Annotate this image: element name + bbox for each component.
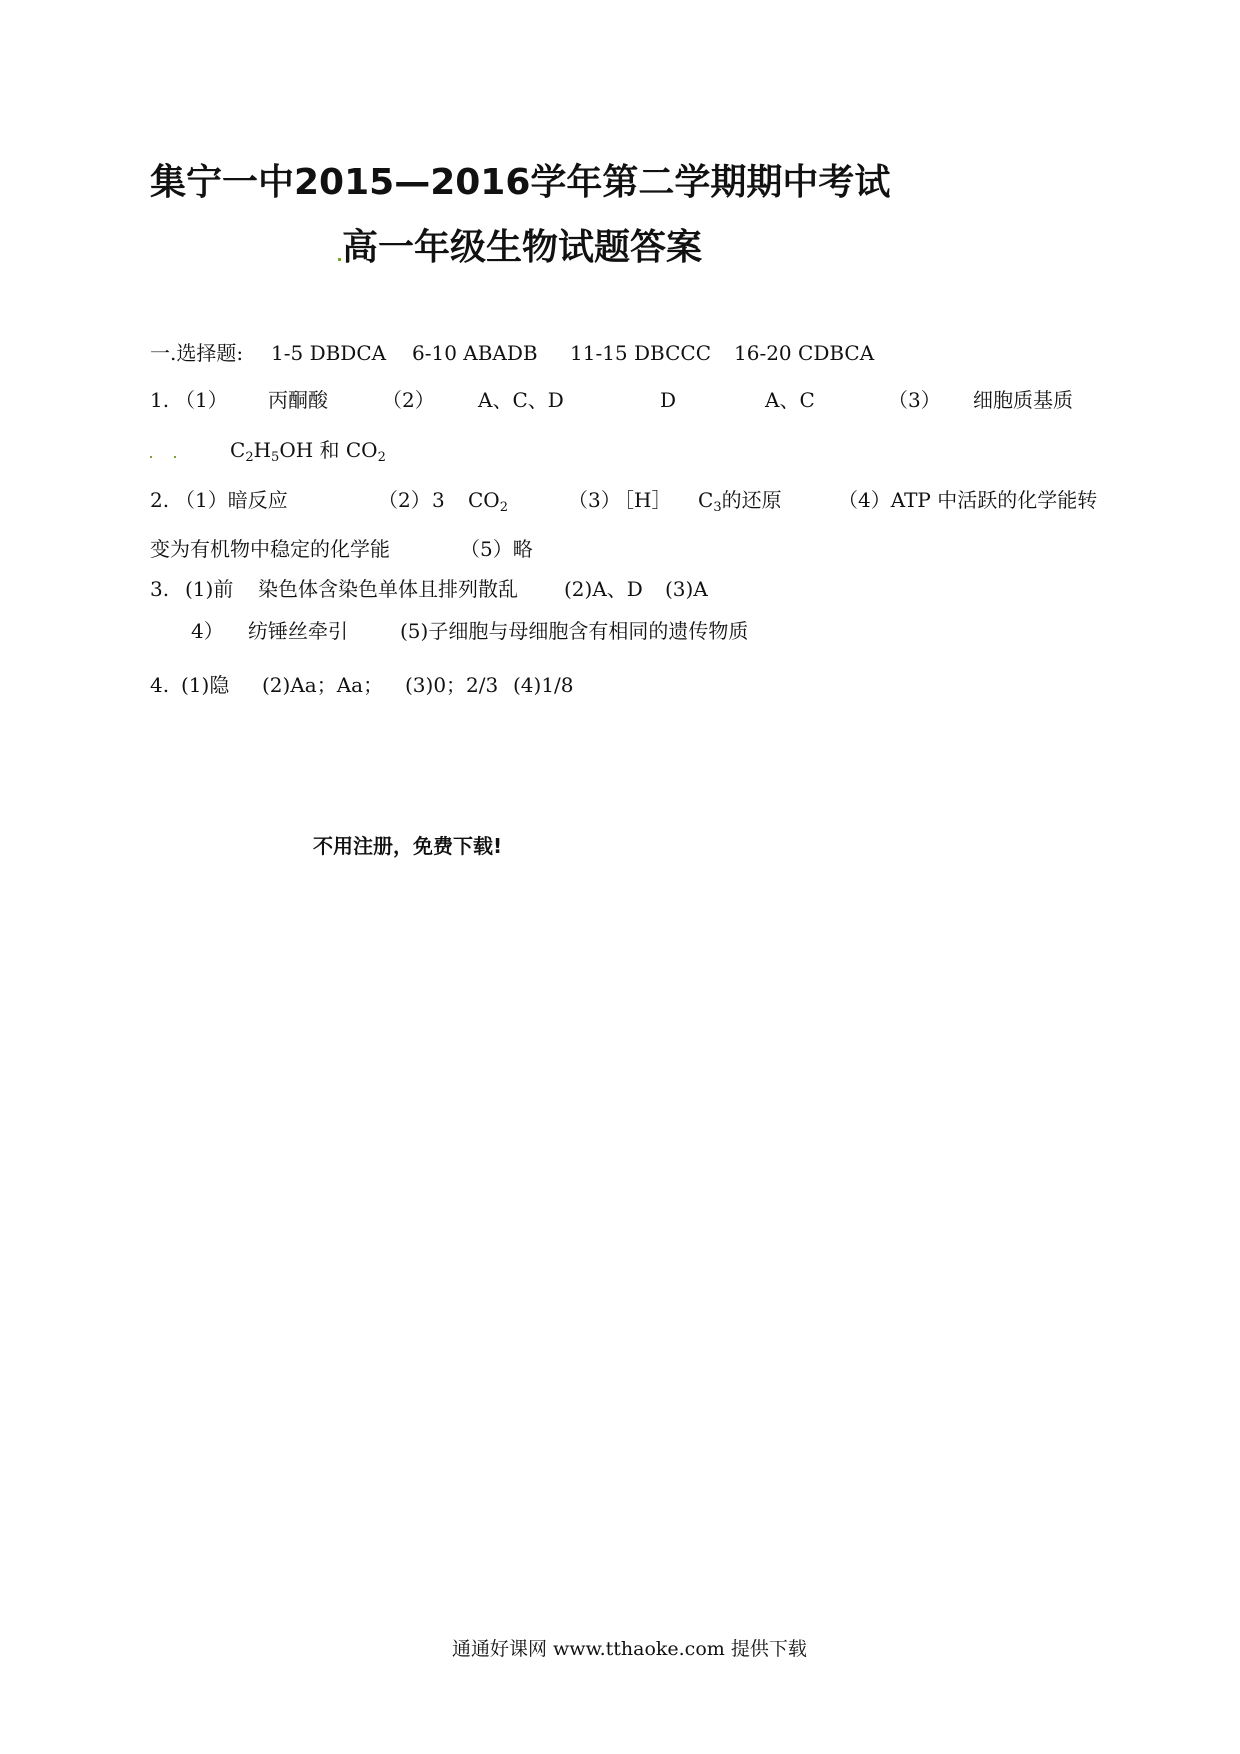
formula-h: H [253,438,272,462]
document-title: 集宁一中2015—2016学年第二学期期中考试 [150,162,891,203]
answer-group-6-10: 6-10 ABADB [412,341,538,365]
answer-text: 染色体含染色单体且排列散乱 [258,577,518,601]
answer-group-16-20: 16-20 CDBCA [734,341,875,365]
answer-text: 细胞质基质 [973,388,1073,412]
formula-rest: OH 和 CO [279,438,378,462]
answer-text: A、C [765,388,815,412]
promo-text: 不用注册，免费下载! [313,834,503,858]
formula-sub: 2 [499,500,508,515]
answer-text: 3 [432,488,445,512]
answer-text: (1)隐 [181,673,230,697]
part-label: （2） [382,388,435,412]
formula-text: 的还原 [721,488,782,512]
stray-mark [150,456,152,458]
answer-text: 丙酮酸 [268,388,328,412]
answer-text: (1)前 [185,577,234,601]
question-number: 3. [150,577,170,601]
answer-formula [230,440,386,464]
document-subtitle: 高一年级生物试题答案 [342,227,703,268]
answer-text: (3)A [665,577,708,601]
formula-sub: 3 [713,500,722,515]
answer-text: 变为有机物中稳定的化学能 [150,537,390,561]
answer-text: (3)0；2/3 [405,673,499,697]
answer-group-1-5: 1-5 DBDCA [271,341,387,365]
part-label: 4） [191,619,224,643]
formula-co: CO [468,488,500,512]
stray-mark [174,456,176,458]
answer-text: (2)Aa；Aa； [262,673,384,697]
answer-formula [698,490,782,514]
answer-text: D [660,388,677,412]
question-number: 1. [150,388,170,412]
part-label: （3） [568,488,621,512]
answer-text: （4）ATP 中活跃的化学能转 [838,488,1098,512]
footer-credit: 通通好课网 www.tthaoke.com 提供下载 [452,1638,807,1660]
answer-formula [468,490,508,514]
formula-sub: 2 [377,450,386,465]
answer-text: （5）略 [460,537,533,561]
part-label: （2） [378,488,431,512]
formula-sub: 2 [245,450,254,465]
formula-c: C [230,438,246,462]
answer-text: ［H］ [614,488,672,512]
answer-text: (5)子细胞与母细胞含有相同的遗传物质 [400,619,749,643]
answer-text: （1）暗反应 [175,488,288,512]
formula-c: C [698,488,714,512]
answer-text: (4)1/8 [513,673,574,697]
answer-group-11-15: 11-15 DBCCC [570,341,712,365]
part-label: （3） [888,388,941,412]
section-label: 一.选择题: [150,341,244,365]
answer-text: 纺锤丝牵引 [248,619,348,643]
question-number: 2. [150,488,170,512]
formula-sub: 5 [271,450,280,465]
answer-text: (2)A、D [564,577,643,601]
question-number: 4. [150,673,170,697]
stray-mark [338,258,341,261]
part-label: （1） [175,388,228,412]
answer-text: A、C、D [478,388,564,412]
